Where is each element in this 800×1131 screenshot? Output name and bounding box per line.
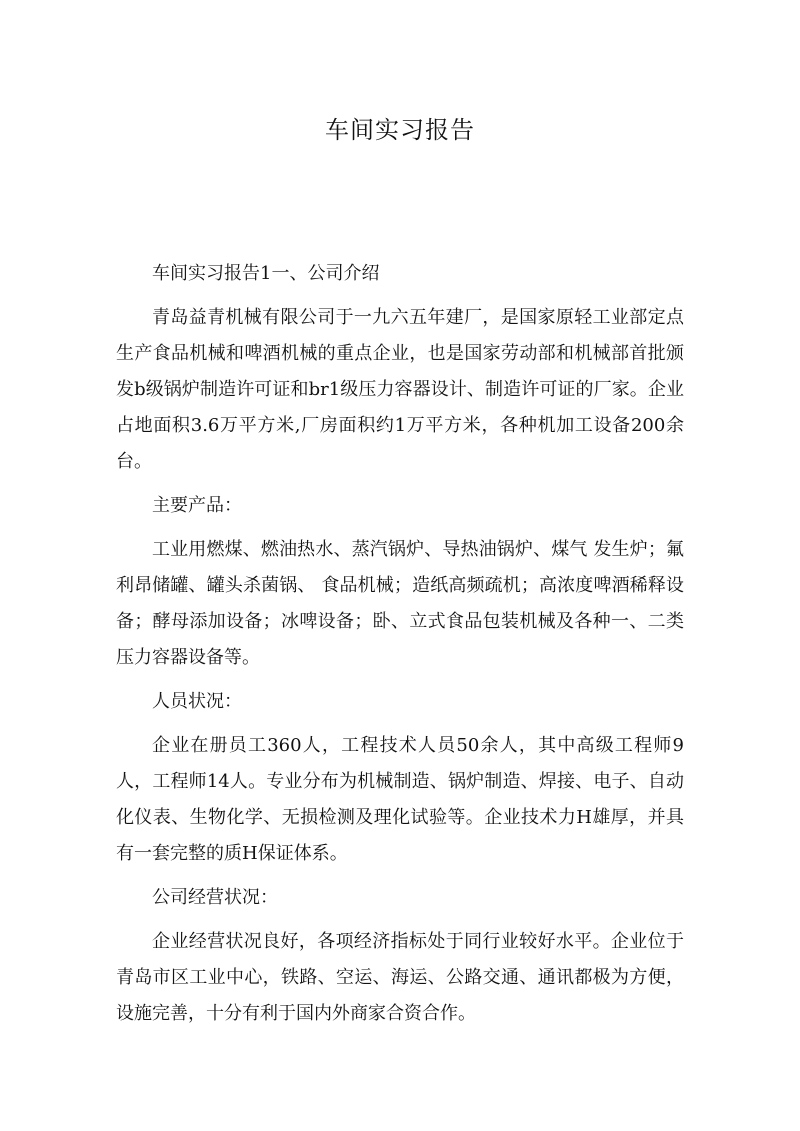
operations-heading: 公司经营状况： bbox=[152, 887, 278, 908]
staff-heading: 人员状况： bbox=[152, 691, 242, 712]
operations-paragraph: 企业经营状况良好，各项经济指标处于同行业较好水平。企业位于青岛市区工业中心，铁路、空运、海运、公路交通、通讯都极为方便，设施完善，十分有利于国内外商家合资合作。 bbox=[116, 931, 684, 1024]
company-intro-paragraph: 青岛益青机械有限公司于一九六五年建厂，是国家原轻工业部定点生产食品机械和啤酒机械的重点企业，也是国家劳动部和机械部首批颁发b级锅炉制造许可证和br1级压力容器设计、制造许可证的厂家。企业占地面积3.6万平方米,厂房面积约1万平方米，各种机加工设备200余台。 bbox=[116, 307, 684, 472]
staff-paragraph: 企业在册员工360人，工程技术人员50余人，其中高级工程师9人，工程师14人。专业分布为机械制造、锅炉制造、焊接、电子、自动化仪表、生物化学、无损检测及理化试验等。企业技术力H雄厚，并具有一套完整的质H保证体系。 bbox=[116, 735, 684, 864]
products-paragraph: 工业用燃煤、燃油热水、蒸汽锅炉、导热油锅炉、煤气 发生炉；氟利昂储罐、罐头杀菌锅、 食品机械；造纸高频疏机；高浓度啤酒稀释设备；酵母添加设备；冰啤设备；卧、立式食品包装机械及各种一、二类压力容器设备等。 bbox=[116, 539, 684, 668]
section-heading: 车间实习报告1一、公司介绍 bbox=[152, 263, 380, 284]
document-body bbox=[116, 256, 684, 1032]
products-heading: 主要产品： bbox=[152, 495, 242, 516]
document-title: 车间实习报告 bbox=[325, 116, 475, 144]
